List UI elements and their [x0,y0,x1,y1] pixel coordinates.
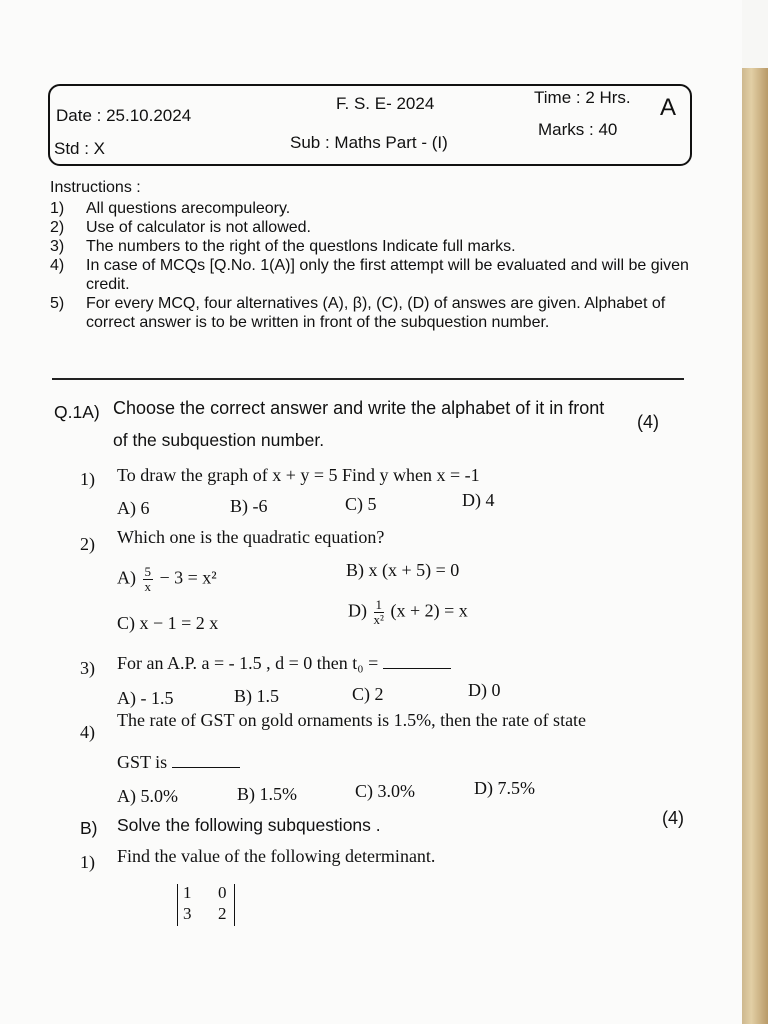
exam-marks: Marks : 40 [538,120,618,139]
option-d: D) 0 [468,680,501,700]
question-stem: Which one is the quadratic equation? [117,527,385,547]
option-expression: − 3 = x² [159,567,217,588]
question-stem: To draw the graph of x + y = 5 Find y when x = -1 [117,465,480,485]
fraction [374,598,385,627]
option-c: C) x − 1 = 2 x [117,613,219,633]
option-d: D) 7.5% [474,778,535,798]
instruction-item [50,237,700,256]
q1a-marks: (4) [637,412,659,432]
instruction-text: In case of MCQs [Q.No. 1(A)] only the first attempt will be evaluated and will be given credit. [86,257,689,293]
instruction-number: 5) [50,295,65,312]
q1b-title: Solve the following subquestions . [117,815,381,835]
section-divider [52,378,684,380]
instructions-title: Instructions : [50,179,141,196]
option-label: D) [348,600,367,621]
option-a: A) 5.0% [117,786,178,806]
instruction-item [50,199,700,218]
fraction-denominator: x [144,579,151,594]
matrix-cell: 2 [218,904,227,923]
answer-blank [383,654,451,669]
question-number: 4) [80,722,95,742]
question-stem: Find the value of the following determinant. [117,846,436,866]
instruction-number: 3) [50,238,65,255]
instruction-text: All questions arecompuleory. [86,200,291,217]
option-expression: (x + 2) = x [390,600,468,621]
exam-time: Time : 2 Hrs. [534,88,631,107]
exam-standard: Std : X [54,139,106,158]
option-c: C) 2 [352,684,384,704]
instruction-text: The numbers to the right of the questlons Indicate full marks. [86,238,516,255]
q1a-instruction-line1: Choose the correct answer and write the alphabet of it in front [113,398,605,418]
matrix-cell: 3 [183,904,192,923]
question-stem-line1: The rate of GST on gold ornaments is 1.5%, then the rate of state [117,710,587,730]
exam-name: F. S. E- 2024 [336,94,435,113]
matrix-cell: 1 [183,883,192,902]
instructions-block [50,178,700,332]
option-a [117,565,217,594]
q1b-label: B) [80,818,98,838]
question-stem-line2 [117,752,240,773]
instruction-text: Use of calculator is not allowed. [86,219,311,236]
instruction-item [50,218,700,237]
question-number: 2) [80,534,95,554]
option-d [348,598,468,627]
answer-blank [172,753,240,768]
q1b-marks: (4) [662,808,684,828]
instruction-item [50,256,700,294]
exam-date: Date : 25.10.2024 [56,106,192,125]
option-b: B) 1.5% [237,784,297,804]
exam-subject: Sub : Maths Part - (I) [290,133,448,152]
option-b: B) x (x + 5) = 0 [346,560,460,580]
fraction-numerator: 1 [375,597,382,612]
q1a-instruction-line2: of the subquestion number. [113,430,325,450]
option-c: C) 5 [345,494,377,514]
photo-background-edge [740,68,768,1024]
question-stem-text: GST is [117,752,168,772]
instruction-number: 1) [50,200,65,217]
option-b: B) 1.5 [234,686,279,706]
question-number: 3) [80,658,95,678]
q1a-label: Q.1A) [54,402,100,422]
option-d: D) 4 [462,490,495,510]
matrix-cell: 0 [218,883,227,902]
instruction-number: 2) [50,219,65,236]
option-a: A) - 1.5 [117,688,174,708]
instruction-item [50,294,700,332]
instruction-number: 4) [50,257,65,274]
instruction-text: For every MCQ, four alternatives (A), β), (C), (D) of answes are given. Alphabet of correct answer is to be written in front of the subquestion number. [86,295,666,331]
question-number: 1) [80,852,95,872]
fraction-denominator: x² [373,612,384,627]
option-c: C) 3.0% [355,781,415,801]
determinant-matrix [177,884,235,926]
question-stem-text: For an A.P. a = - 1.5 , d = 0 then t₀ = [117,653,379,673]
option-a: A) 6 [117,498,150,518]
option-b: B) -6 [230,496,268,516]
option-label: A) [117,567,136,588]
fraction [143,565,154,594]
fraction-numerator: 5 [144,564,151,579]
question-stem [117,653,451,674]
paper-set-letter: A [660,94,677,121]
question-number: 1) [80,469,95,489]
